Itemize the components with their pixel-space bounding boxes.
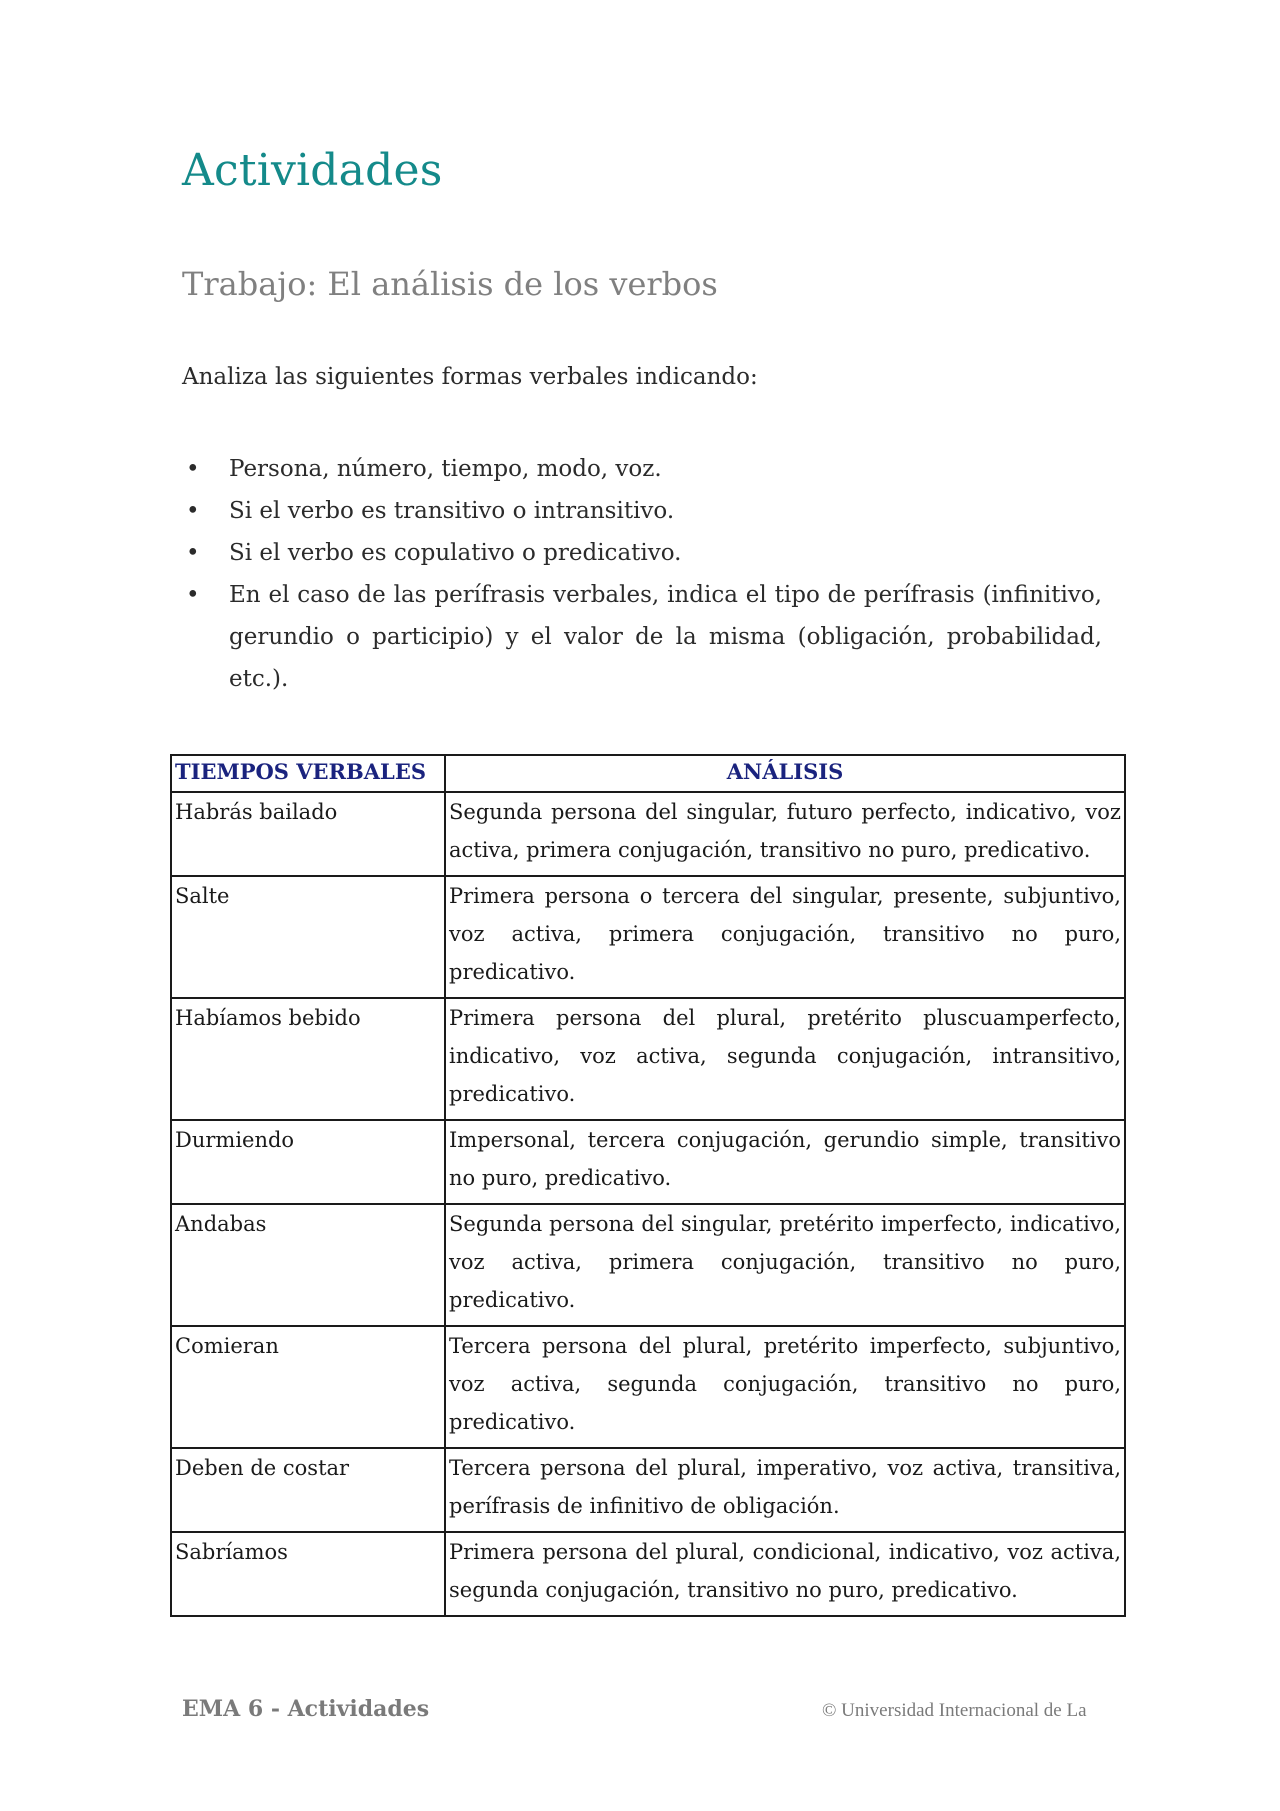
table-row — [171, 876, 1125, 998]
analysis-cell: Primera persona del plural, condicional, indicativo, voz activa, segunda conjugación, transitivo no puro, predicativo. — [445, 1532, 1125, 1616]
list-item — [182, 574, 1102, 700]
table-row — [171, 792, 1125, 876]
analysis-cell: Primera persona del plural, pretérito pluscuamperfecto, indicativo, voz activa, segunda conjugación, intransitivo, predicativo. — [445, 998, 1125, 1120]
analysis-cell: Tercera persona del plural, pretérito imperfecto, subjuntivo, voz activa, segunda conjugación, transitivo no puro, predicativo. — [445, 1326, 1125, 1448]
bullet-icon: • — [186, 540, 200, 566]
table-row — [171, 1204, 1125, 1326]
list-item — [182, 532, 1102, 574]
analysis-cell: Impersonal, tercera conjugación, gerundio simple, transitivo no puro, predicativo. — [445, 1120, 1125, 1204]
verb-cell: Salte — [171, 876, 445, 998]
instructions-list — [182, 448, 1102, 700]
footer-module-label: EMA 6 - Actividades — [182, 1696, 430, 1722]
analysis-cell: Tercera persona del plural, imperativo, voz activa, transitiva, perífrasis de infinitivo de obligación. — [445, 1448, 1125, 1532]
analysis-cell: Segunda persona del singular, pretérito imperfecto, indicativo, voz activa, primera conjugación, transitivo no puro, predicativo. — [445, 1204, 1125, 1326]
table-header-row — [171, 755, 1125, 792]
verb-cell: Comieran — [171, 1326, 445, 1448]
section-subtitle: Trabajo: El análisis de los verbos — [182, 265, 718, 303]
table-row — [171, 1532, 1125, 1616]
list-item — [182, 448, 1102, 490]
table-row — [171, 998, 1125, 1120]
analysis-cell: Segunda persona del singular, futuro perfecto, indicativo, voz activa, primera conjugación, transitivo no puro, predicativo. — [445, 792, 1125, 876]
list-item-text: Persona, número, tiempo, modo, voz. — [229, 456, 662, 482]
verb-cell: Habíamos bebido — [171, 998, 445, 1120]
list-item-text: Si el verbo es copulativo o predicativo. — [229, 540, 682, 566]
footer-copyright: © Universidad Internacional de La — [822, 1700, 1087, 1721]
table-row — [171, 1120, 1125, 1204]
verb-cell: Sabríamos — [171, 1532, 445, 1616]
page-title: Actividades — [182, 145, 443, 196]
bullet-icon: • — [186, 498, 200, 524]
verb-cell: Habrás bailado — [171, 792, 445, 876]
verb-cell: Deben de costar — [171, 1448, 445, 1532]
column-header-analysis: ANÁLISIS — [445, 755, 1125, 792]
list-item-text: En el caso de las perífrasis verbales, indica el tipo de perífrasis (infinitivo, gerundio o participio) y el valor de la misma (obligación, probabilidad, etc.). — [229, 582, 1102, 692]
analysis-cell: Primera persona o tercera del singular, presente, subjuntivo, voz activa, primera conjugación, transitivo no puro, predicativo. — [445, 876, 1125, 998]
list-item — [182, 490, 1102, 532]
bullet-icon: • — [186, 456, 200, 482]
table-row — [171, 1448, 1125, 1532]
intro-paragraph: Analiza las siguientes formas verbales indicando: — [182, 364, 758, 390]
table-row — [171, 1326, 1125, 1448]
column-header-verb-tenses: TIEMPOS VERBALES — [171, 755, 445, 792]
verb-cell: Durmiendo — [171, 1120, 445, 1204]
bullet-icon: • — [186, 582, 200, 608]
list-item-text: Si el verbo es transitivo o intransitivo. — [229, 498, 675, 524]
verb-analysis-table — [170, 754, 1126, 1617]
verb-cell: Andabas — [171, 1204, 445, 1326]
